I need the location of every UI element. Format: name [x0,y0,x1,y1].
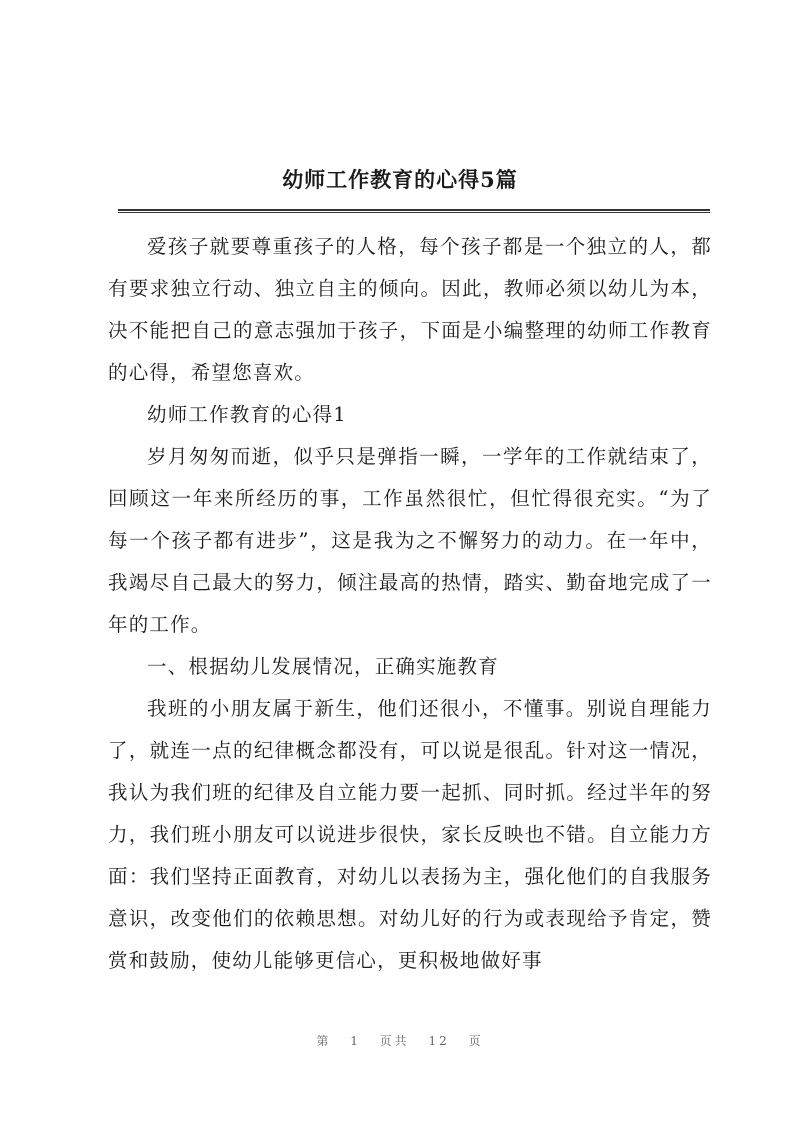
footer-suffix: 页 [468,1034,484,1048]
body-paragraph: 岁月匆匆而逝，似乎只是弹指一瞬，一学年的工作就结束了，回顾这一年来所经历的事，工作虽然很忙，但忙得很充实。“为了每一个孩子都有进步”，这是我为之不懈努力的动力。在一年中，我竭尽自己最大的努力，倾注最高的热情，踏实、勤奋地完成了一年的工作。 [108,445,712,636]
intro-paragraph: 爱孩子就要尊重孩子的人格，每个孩子都是一个独立的人，都有要求独立行动、独立自主的倾向。因此，教师必须以幼儿为本，决不能把自己的意志强加于孩子，下面是小编整理的幼师工作教育的心得，希望您喜欢。 [108,235,712,384]
document-title: 幼师工作教育的心得5篇 [282,167,518,192]
document-body [108,226,712,982]
subsection-heading: 一、根据幼儿发展情况，正确实施教育 [147,655,499,678]
title-divider [118,209,710,213]
footer-page-number: 1 [350,1034,361,1048]
body-paragraph: 我班的小朋友属于新生，他们还很小，不懂事。别说自理能力了，就连一点的纪律概念都没有，可以说是很乱。针对这一情况，我认为我们班的纪律及自立能力要一起抓、同时抓。经过半年的努力，我们班小朋友可以说进步很快，家长反映也不错。自立能力方面：我们坚持正面教育，对幼儿以表扬为主，强化他们的自我服务意识，改变他们的依赖思想。对幼儿好的行为或表现给予肯定，赞赏和鼓励，使幼儿能够更信心，更积极地做好事 [108,697,712,972]
section-heading-1: 幼师工作教育的心得1 [147,403,347,426]
footer-total-pages: 12 [428,1034,450,1048]
footer-prefix: 第 [316,1034,332,1048]
page-footer [0,1032,800,1049]
footer-middle: 页共 [379,1034,410,1048]
